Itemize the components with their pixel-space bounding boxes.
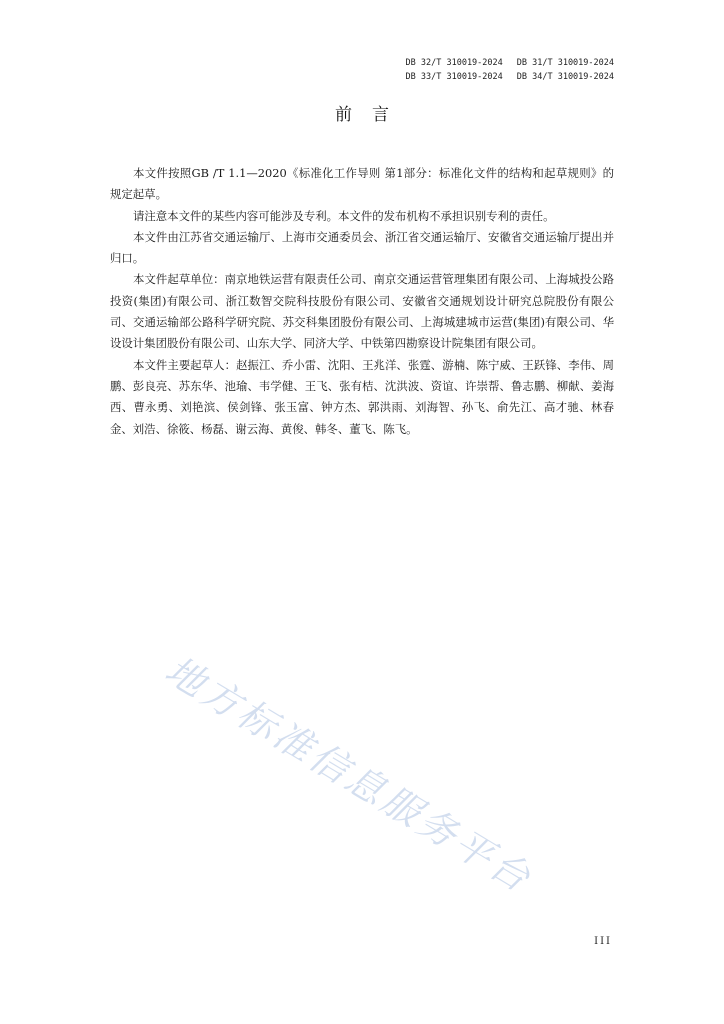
- standard-codes-header: [406, 56, 614, 84]
- standard-codes-line-2: [406, 70, 614, 84]
- paragraph-drafting-rules: 本文件按照GB /T 1.1—2020《标准化工作导则 第1部分：标准化文件的结构和起草规则》的规定起草。: [110, 166, 614, 202]
- standard-code: DB 32/T 310019-2024: [405, 58, 503, 68]
- page-title: 前言: [335, 105, 409, 125]
- standard-code: DB 34/T 310019-2024: [516, 72, 614, 82]
- paragraph-patent-notice: 请注意本文件的某些内容可能涉及专利。本文件的发布机构不承担识别专利的责任。: [133, 208, 555, 223]
- watermark: 地方标准信息服务平台: [157, 647, 541, 902]
- paragraph-proposer: 本文件由江苏省交通运输厅、上海市交通委员会、浙江省交通运输厅、安徽省交通运输厅提出并归口。: [110, 229, 614, 266]
- paragraph-drafters: 本文件主要起草人：赵振江、乔小雷、沈阳、王兆洋、张霆、游楠、陈宁威、王跃锋、李伟、周鹏、彭良亮、苏东华、池瑜、韦学健、王飞、张有桔、沈洪波、资谊、许崇帮、鲁志鹏、柳献、姜海西、曹永勇、刘艳滨、侯剑锋、张玉富、钟方杰、郭洪雨、刘海智、孙飞、俞先江、高才驰、林春金、刘浩、徐筱、杨磊、谢云海、黄俊、韩冬、董飞、陈飞。: [110, 357, 614, 436]
- page-number: III: [594, 936, 612, 947]
- paragraph-drafting-units: 本文件起草单位：南京地铁运营有限责任公司、南京交通运营管理集团有限公司、上海城投公路投资(集团)有限公司、浙江数智交院科技股份有限公司、安徽省交通规划设计研究总院股份有限公司、交通运输部公路科学研究院、苏交科集团股份有限公司、上海城建城市运营(集团)有限公司、华设设计集团股份有限公司、山东大学、同济大学、中铁第四勘察设计院集团有限公司。: [110, 272, 614, 351]
- standard-codes-line-1: [406, 56, 614, 70]
- standard-code: DB 31/T 310019-2024: [516, 58, 614, 68]
- foreword-body: [110, 163, 614, 440]
- standard-code: DB 33/T 310019-2024: [405, 72, 503, 82]
